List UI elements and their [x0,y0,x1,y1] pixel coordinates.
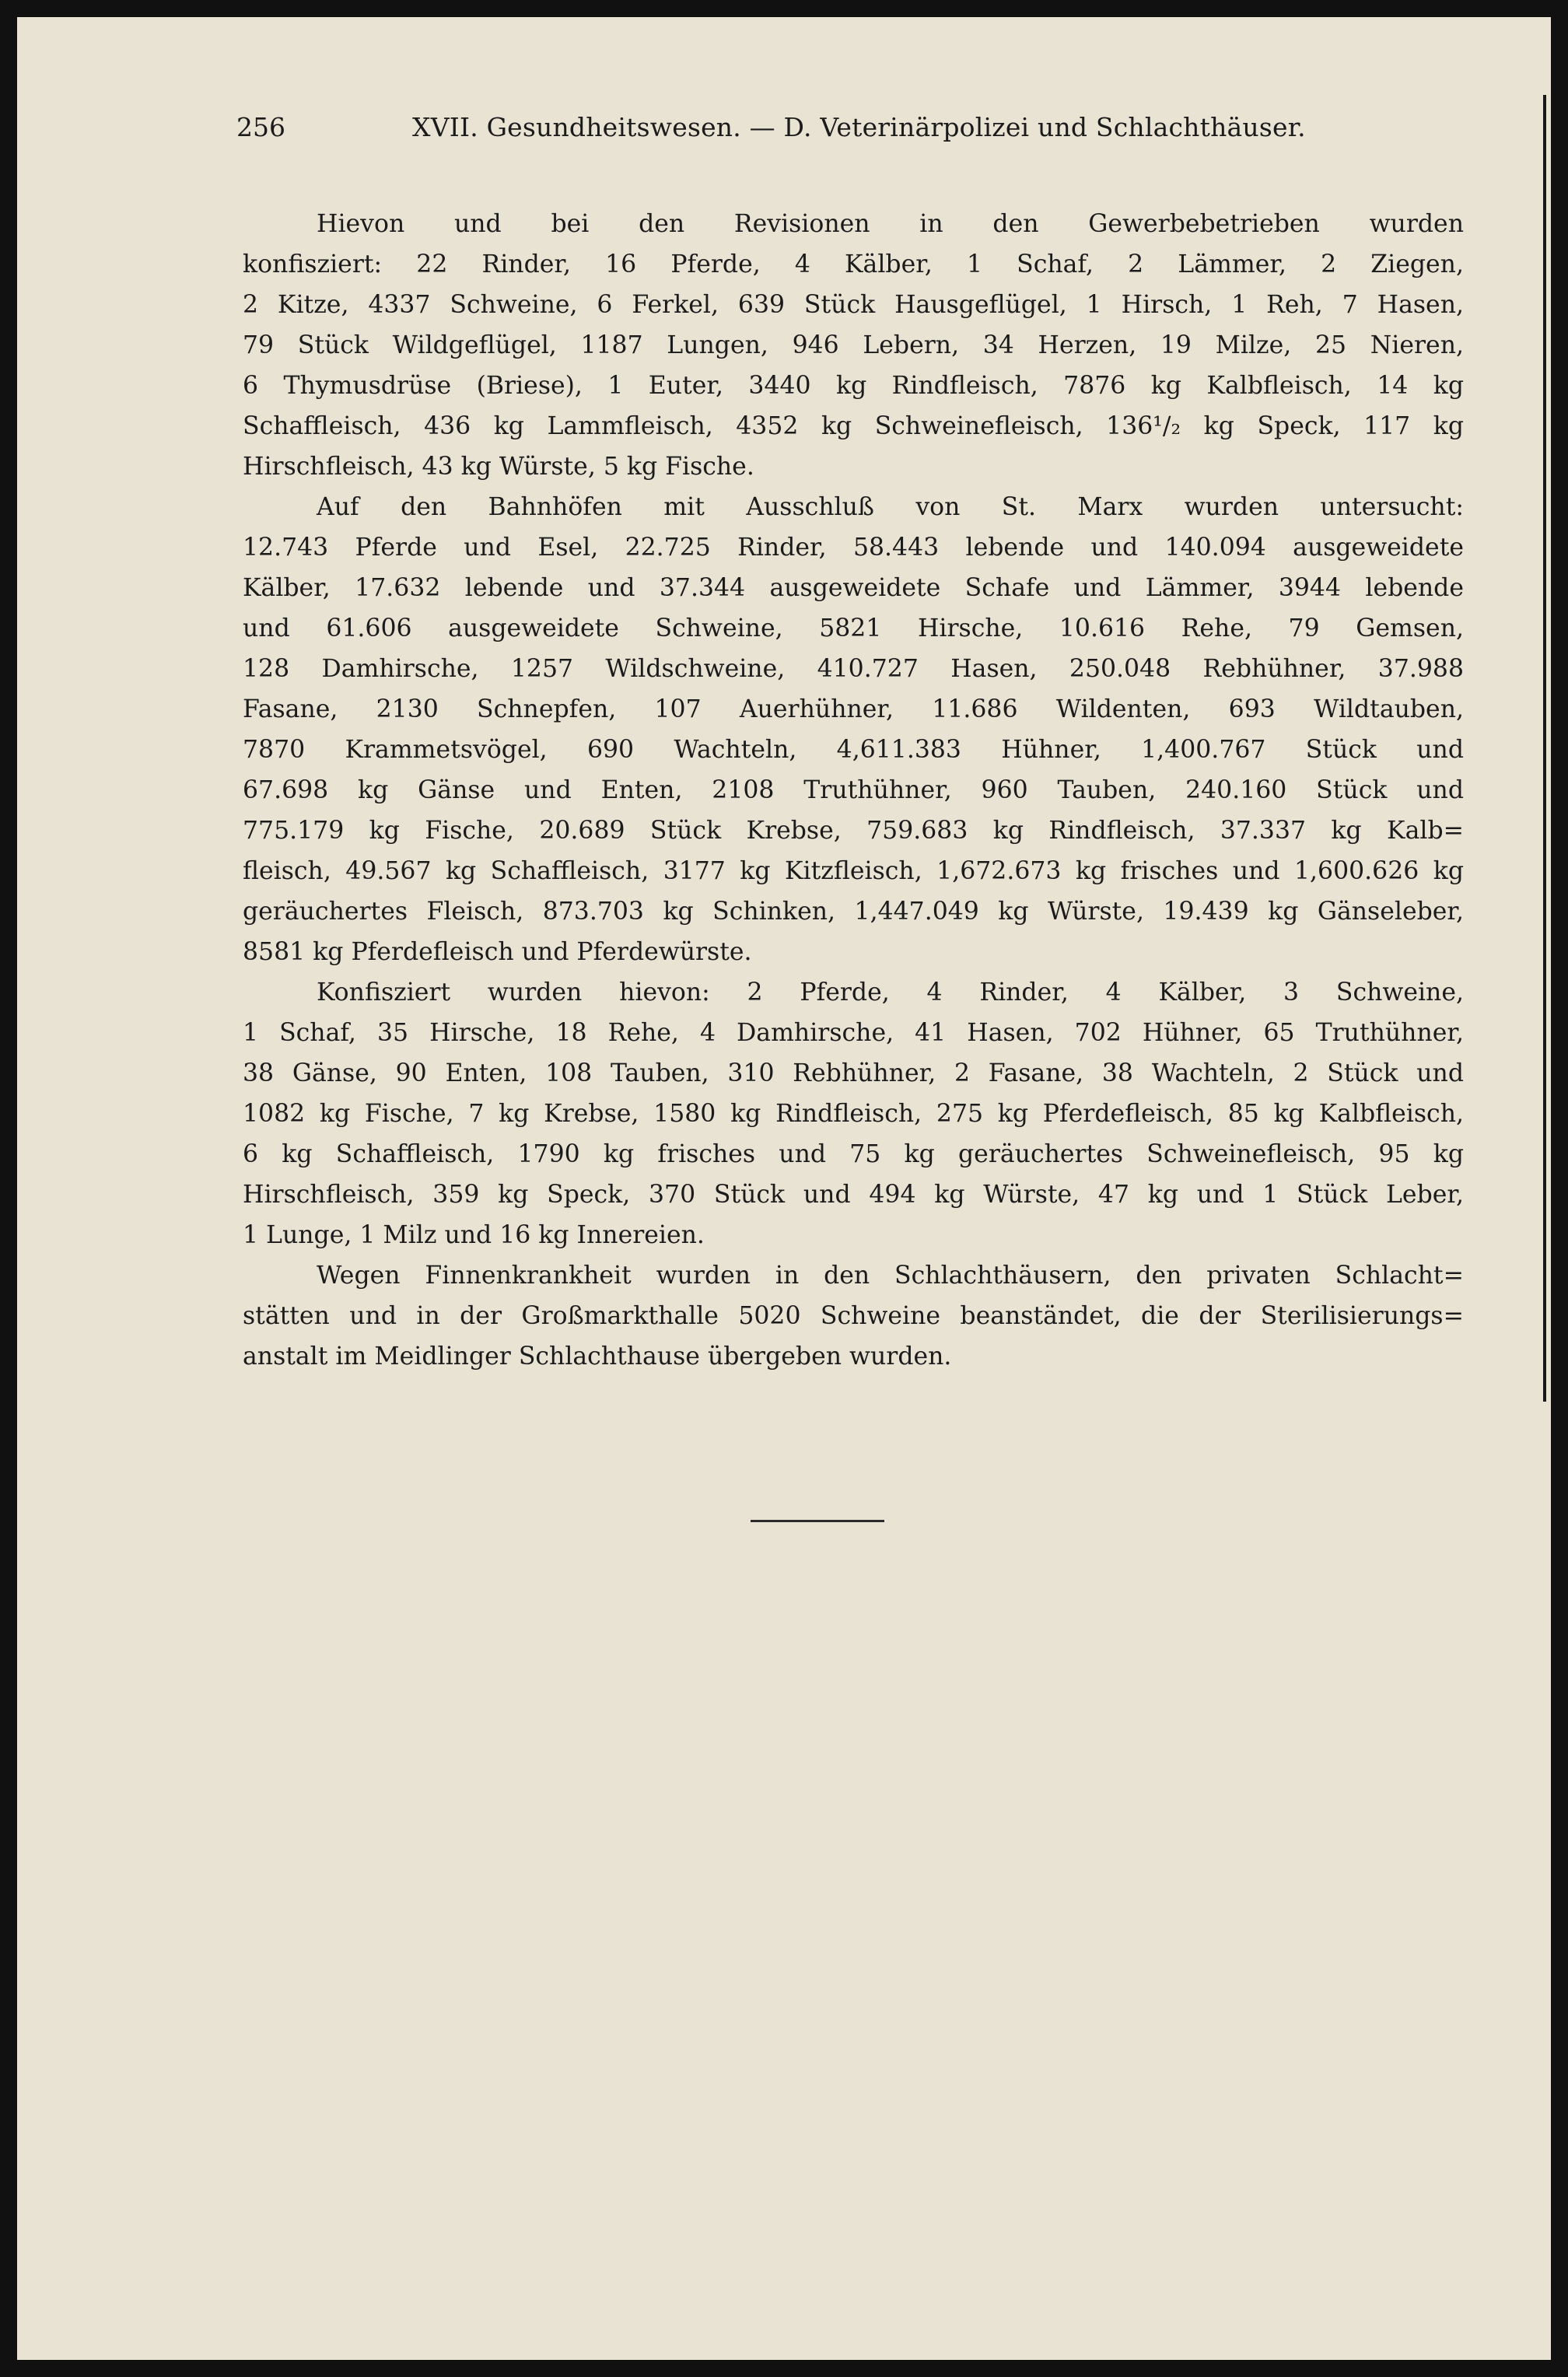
closing-rule [751,1520,884,1522]
paragraph-4-line: Wegen Finnenkrankheit wurden in den Schlachthäusern, den privaten Schlacht= [317,1262,1464,1290]
paragraph-1-line: Hievon und bei den Revisionen in den Gewerbebetrieben wurden [317,210,1464,238]
paragraph-4-line: stätten und in der Großmarkthalle 5020 Schweine beanständet, die der Sterilisierungs= [243,1302,1464,1330]
paragraph-3-line: 1 Schaf, 35 Hirsche, 18 Rehe, 4 Damhirsche, 41 Hasen, 702 Hühner, 65 Truthühner, [243,1019,1464,1047]
paragraph-2-line: Kälber, 17.632 lebende und 37.344 ausgeweidete Schafe und Lämmer, 3944 lebende [243,574,1464,602]
document-page [17,17,1551,2360]
paragraph-2-line: Auf den Bahnhöfen mit Ausschluß von St. Marx wurden untersucht: [317,493,1464,521]
paragraph-4-line: anstalt im Meidlinger Schlachthause übergeben wurden. [243,1343,952,1371]
paragraph-1-line: 6 Thymusdrüse (Briese), 1 Euter, 3440 kg Rindfleisch, 7876 kg Kalbfleisch, 14 kg [243,372,1464,400]
paragraph-2-line: und 61.606 ausgeweidete Schweine, 5821 Hirsche, 10.616 Rehe, 79 Gemsen, [243,614,1464,642]
paragraph-2-line: fleisch, 49.567 kg Schaffleisch, 3177 kg Kitzfleisch, 1,672.673 kg frisches und 1,600.626 kg [243,857,1464,885]
paragraph-2-line: 67.698 kg Gänse und Enten, 2108 Truthühner, 960 Tauben, 240.160 Stück und [243,776,1464,804]
paragraph-2-line: geräuchertes Fleisch, 873.703 kg Schinken, 1,447.049 kg Würste, 19.439 kg Gänseleber, [243,898,1464,926]
paragraph-2-line: 128 Damhirsche, 1257 Wildschweine, 410.727 Hasen, 250.048 Rebhühner, 37.988 [243,655,1464,683]
paragraph-2-line: 8581 kg Pferdefleisch und Pferdewürste. [243,938,752,966]
paragraph-3-line: 1 Lunge, 1 Milz und 16 kg Innereien. [243,1221,705,1249]
paragraph-2-line: 12.743 Pferde und Esel, 22.725 Rinder, 58.443 lebende und 140.094 ausgeweidete [243,534,1464,562]
paragraph-3-line: Konfisziert wurden hievon: 2 Pferde, 4 Rinder, 4 Kälber, 3 Schweine, [317,978,1464,1006]
paragraph-1-line: Schaffleisch, 436 kg Lammfleisch, 4352 kg Schweinefleisch, 136¹/₂ kg Speck, 117 kg [243,412,1464,440]
scan-edge-line [1543,95,1546,1402]
running-title: XVII. Gesundheitswesen. — D. Veterinärpolizei und Schlachthäuser. [412,112,1306,142]
paragraph-3-line: 6 kg Schaffleisch, 1790 kg frisches und 75 kg geräuchertes Schweinefleisch, 95 kg [243,1140,1464,1168]
paragraph-2-line: 775.179 kg Fische, 20.689 Stück Krebse, 759.683 kg Rindfleisch, 37.337 kg Kalb= [243,817,1464,845]
page-number: 256 [236,112,285,142]
paragraph-3-line: 1082 kg Fische, 7 kg Krebse, 1580 kg Rindfleisch, 275 kg Pferdefleisch, 85 kg Kalbfleisch, [243,1100,1464,1128]
paragraph-3-line: Hirschfleisch, 359 kg Speck, 370 Stück und 494 kg Würste, 47 kg und 1 Stück Leber, [243,1181,1464,1209]
body-text [243,204,1464,1377]
paragraph-2-line: 7870 Krammetsvögel, 690 Wachteln, 4,611.383 Hühner, 1,400.767 Stück und [243,736,1464,764]
page-header [236,112,1496,156]
paragraph-3-line: 38 Gänse, 90 Enten, 108 Tauben, 310 Rebhühner, 2 Fasane, 38 Wachteln, 2 Stück und [243,1059,1464,1087]
paragraph-1-line: 79 Stück Wildgeflügel, 1187 Lungen, 946 Lebern, 34 Herzen, 19 Milze, 25 Nieren, [243,331,1464,359]
paragraph-1-line: 2 Kitze, 4337 Schweine, 6 Ferkel, 639 Stück Hausgeflügel, 1 Hirsch, 1 Reh, 7 Hasen, [243,291,1464,319]
paragraph-2-line: Fasane, 2130 Schnepfen, 107 Auerhühner, 11.686 Wildenten, 693 Wildtauben, [243,695,1464,723]
paragraph-1-line: Hirschfleisch, 43 kg Würste, 5 kg Fische. [243,453,754,481]
paragraph-1-line: konfisziert: 22 Rinder, 16 Pferde, 4 Kälber, 1 Schaf, 2 Lämmer, 2 Ziegen, [243,250,1464,278]
